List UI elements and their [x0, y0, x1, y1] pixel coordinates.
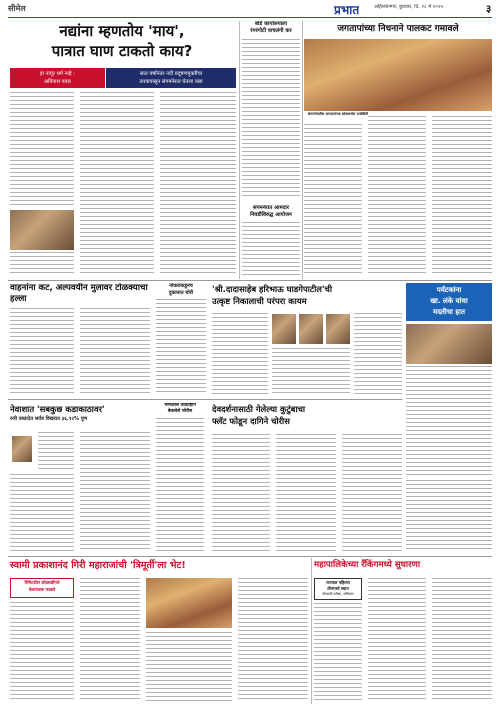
top-right-caption: संगमनेरातील जगतापांच्या शोकसभेस उपस्थिती — [307, 112, 369, 116]
temple-body-col2 — [276, 434, 336, 552]
top-right-body-col3 — [432, 116, 492, 276]
mid-center-headline-2: दुकानात चोरी — [168, 289, 194, 296]
lead-headline — [8, 21, 236, 65]
lead-kicker-right-1: सात वर्षांनंतर नदी प्रदूषणमुक्तीचा — [139, 71, 203, 77]
ranking-sub-2: तीनमध्ये स्थान — [327, 586, 349, 591]
nevasa-headline-1: नेवाशात 'सबकुछ कडाकाठावर' — [10, 404, 105, 414]
temple-headline — [212, 403, 402, 431]
lead-kicker-right — [106, 68, 236, 88]
swami-body-col3 — [238, 578, 308, 702]
brand-logo: प्रभात — [334, 3, 360, 17]
ranking-headline: महापालिकेच्या रँकिंगमध्ये सुधारणा — [314, 560, 421, 570]
mid-left-headline: वाहनांना कट, अल्पवयीन मुलावर टोळक्याचा हल्ला — [10, 283, 148, 304]
top-right-body-col1 — [304, 124, 362, 276]
top-mid-headline-1: बोर्ड कार्यालयाला — [255, 21, 287, 27]
theft-small-headline-1: भोगळील तीव्रतहाने — [164, 403, 196, 408]
school-headline-2: उत्कृष्ट निकालाची परंपरा कायम — [212, 296, 307, 306]
col-divider-b — [302, 21, 303, 279]
theft-small-story — [156, 403, 204, 553]
temple-headline-1: देवदर्शनासाठी गेलेल्या कुटुंबाचा — [212, 404, 306, 414]
swami-sub-left-2: वेळापत्रक फाडले — [28, 588, 56, 593]
top-mid-headline-2: रंगरंगोटी वाचलंगी कर — [250, 28, 292, 34]
tourism-headline-box — [406, 283, 492, 321]
nevasa-headline-2: रजी वस्तादेत सर्वत्र विखरात ३६.९२% पुण — [10, 416, 88, 422]
lead-headline-line1: नद्यांना म्हणतोय 'माय', — [59, 22, 185, 40]
ranking-sub-1: राज्यात पहिल्या — [326, 580, 350, 585]
nevasa-body-col1 — [38, 432, 74, 472]
lead-photo — [10, 210, 74, 250]
school-headline-1: 'श्री.दादासाहेब हरिभाऊ घाडगेपाटील'ची — [212, 284, 333, 294]
top-mid-story — [242, 21, 300, 201]
swami-body-col1 — [80, 578, 140, 702]
mid-left-body-col1 — [10, 308, 74, 394]
divider-1 — [8, 280, 492, 281]
lead-kicker-left-1: हा नागूर धर्म नव्हे : — [39, 71, 76, 77]
dateline: अहिल्यानगर, बुधवार, दि. २८ मे २०२५ — [374, 4, 444, 10]
divider-2 — [8, 399, 402, 400]
ranking-sub-3: गौरवाची परीक्षा, अभियान — [322, 592, 354, 596]
col-divider-a — [239, 21, 240, 279]
school-headline — [212, 283, 402, 311]
lead-kicker-right-2: उपयायासून संगमनेरात घेतला वसा — [139, 79, 203, 85]
section-label: सीमेल — [8, 4, 26, 13]
school-body-col1 — [212, 313, 268, 395]
swami-headline: स्वामी प्रकाशानंद गिरी महाराजांची 'त्रिमूर्ती'ला भेट! — [10, 560, 186, 571]
swami-body-col0 — [10, 602, 74, 702]
ranking-body-col0 — [314, 603, 362, 702]
top-mid-body — [242, 39, 300, 199]
mid-left-body-col2 — [80, 308, 150, 394]
page-number: ३ — [486, 4, 492, 15]
nevasa-body-col2 — [80, 432, 150, 552]
theft-small-headline-2: बेकलेले चोरीस — [167, 409, 193, 414]
lead-kicker-left-2: अविनाश पवार — [44, 79, 71, 85]
mid-mid-headline-1: संगमनेरात आमदार — [252, 205, 289, 211]
temple-body-col3 — [342, 434, 402, 552]
ranking-body-col2 — [432, 578, 492, 702]
swami-photo — [146, 578, 232, 628]
school-photo-3 — [326, 314, 350, 344]
temple-body-col1 — [212, 434, 270, 552]
mid-mid-headline-2: निवडीविरुद्ध आयोजन — [250, 212, 292, 218]
swami-sub-left-1: रिमिटडील लोडशडींगचे — [24, 581, 60, 586]
tourism-body — [406, 366, 492, 476]
tourism-headline-1: पर्यटकांना — [436, 286, 462, 294]
lead-kicker-left — [10, 68, 105, 88]
mid-mid-story — [242, 205, 300, 277]
temple-headline-2: फ्लॅट फोडून दागिने चोरीस — [212, 416, 290, 426]
swami-subbox — [10, 578, 74, 598]
nevasa-photo — [12, 436, 32, 462]
ranking-body-col1 — [368, 578, 426, 702]
lead-headline-line2: पात्रात घाण टाकतो काय? — [51, 42, 193, 60]
mid-mid-body — [242, 222, 300, 276]
tourism-body-b — [406, 480, 492, 552]
top-right-headline: जगतापांच्या निधनाने पालकट गमावले — [337, 24, 459, 34]
theft-small-body — [156, 418, 204, 552]
col-divider-c — [311, 558, 312, 704]
lead-body-col1 — [10, 92, 74, 208]
divider-3 — [8, 556, 492, 557]
ranking-subbox — [314, 578, 362, 600]
school-photo-1 — [272, 314, 296, 344]
school-body-col3 — [354, 313, 402, 395]
top-right-body-col2 — [368, 116, 426, 276]
lead-body-col3 — [160, 92, 236, 276]
tourism-headline-2: खा. लंके यांचा — [430, 297, 468, 305]
tourism-photo — [406, 324, 492, 364]
nevasa-body-col1b — [10, 474, 74, 552]
top-right-photo — [304, 39, 492, 111]
lead-body-col2 — [80, 92, 154, 276]
nevasa-headline — [10, 403, 160, 429]
mid-center-small-story — [156, 283, 206, 395]
lead-body-col1b — [10, 252, 74, 276]
mid-center-headline-1: नोकराकडूनच — [169, 283, 193, 289]
mid-center-body — [156, 299, 206, 395]
masthead-rule — [8, 17, 492, 18]
school-body-col2 — [272, 348, 350, 395]
school-photo-2 — [299, 314, 323, 344]
swami-body-col2 — [146, 632, 232, 702]
tourism-headline-3: मदतीचा हात — [433, 308, 465, 316]
